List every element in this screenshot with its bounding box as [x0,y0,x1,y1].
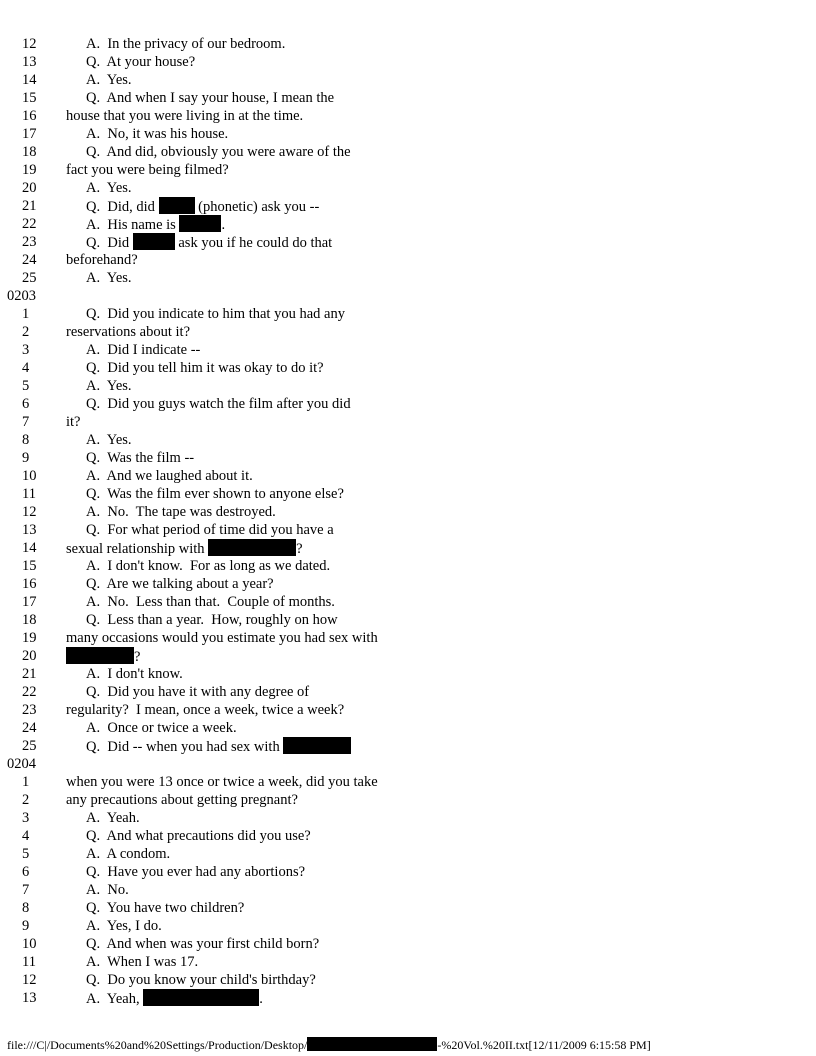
line-number: 4 [22,360,30,376]
transcript-line [0,251,816,269]
line-number: 24 [22,720,37,736]
line-text [86,665,183,683]
line-number: 22 [22,216,37,232]
transcript-line [0,629,816,647]
redaction-box [208,539,296,556]
line-number: 12 [22,972,37,988]
line-number: 23 [22,234,37,250]
line-number: 15 [22,558,37,574]
line-text-content: A. I don't know. [86,666,183,682]
line-text-content: A. Yeah, [86,991,144,1007]
line-number: 17 [22,126,37,142]
line-text [86,881,129,899]
line-number: 7 [22,414,30,430]
line-text [66,773,378,791]
line-number: 8 [22,432,30,448]
line-text [86,827,311,845]
transcript-line [0,683,816,701]
line-text-content: it? [66,414,81,430]
line-text [66,701,344,719]
transcript-line [0,575,816,593]
line-text [86,917,162,935]
line-text-content: A. Yes. [86,270,132,286]
line-text [86,971,316,989]
line-text [66,647,140,666]
line-text [66,323,190,341]
transcript-line [0,989,816,1007]
line-text-content: A. Yes. [86,180,132,196]
line-number: 12 [22,36,37,52]
line-number: 23 [22,702,37,718]
line-text-content: A. Once or twice a week. [86,720,237,736]
transcript-line [0,395,816,413]
line-text-content: A. Yeah. [86,810,140,826]
transcript-line [0,665,816,683]
line-text [86,179,132,197]
line-number: 10 [22,936,37,952]
line-text-content: fact you were being filmed? [66,162,229,178]
line-number: 13 [22,522,37,538]
line-text [86,53,195,71]
line-text [86,431,132,449]
line-number: 1 [22,306,30,322]
transcript-line [0,35,816,53]
line-number: 7 [22,882,30,898]
transcript-line [0,701,816,719]
line-text-content: Q. Did you tell him it was okay to do it? [86,360,324,376]
line-text [86,143,351,161]
line-text-after-redaction: ? [296,541,303,557]
line-text [86,683,309,701]
line-number: 2 [22,324,30,340]
transcript-line [0,791,816,809]
line-number: 3 [22,342,30,358]
line-text-after-redaction: . [259,991,263,1007]
line-number: 11 [22,954,36,970]
transcript-line [0,467,816,485]
line-number: 19 [22,162,37,178]
line-text-content: Q. You have two children? [86,900,245,916]
footer-redaction [307,1037,437,1051]
line-text-content: Q. Have you ever had any abortions? [86,864,306,880]
line-text [86,215,225,234]
line-number: 3 [22,810,30,826]
line-text-content: beforehand? [66,252,138,268]
transcript-line [0,647,816,665]
line-number: 16 [22,576,37,592]
transcript-line [0,323,816,341]
transcript-line [0,719,816,737]
line-number: 13 [22,990,37,1006]
line-number: 5 [22,846,30,862]
line-text [66,413,81,431]
line-number: 10 [22,468,37,484]
line-number: 25 [22,738,37,754]
line-number: 20 [22,648,37,664]
line-text-content: A. Yes. [86,432,132,448]
line-number: 16 [22,108,37,124]
transcript-line [0,899,816,917]
transcript-line [0,935,816,953]
line-number: 18 [22,144,37,160]
line-text [86,467,253,485]
line-text-content: many occasions would you estimate you had sex with [66,630,378,646]
line-text [86,35,285,53]
transcript-line [0,809,816,827]
line-text-content: A. When I was 17. [86,954,199,970]
line-text-content: A. Yes, I do. [86,918,162,934]
line-number: 14 [22,540,37,556]
transcript-line [0,107,816,125]
transcript-line [0,485,816,503]
redaction-box [133,233,175,250]
line-number: 21 [22,666,37,682]
transcript-line [0,539,816,557]
line-number: 19 [22,630,37,646]
line-text [86,377,132,395]
transcript-line [0,611,816,629]
line-text-content: Q. And when was your first child born? [86,936,320,952]
page-number-line [0,287,816,305]
transcript-line [0,89,816,107]
line-number: 21 [22,198,37,214]
transcript-line [0,593,816,611]
transcript-line [0,431,816,449]
line-number: 9 [22,450,30,466]
line-number: 18 [22,612,37,628]
line-text [86,503,276,521]
line-text [86,233,332,252]
transcript-line [0,521,816,539]
transcript-line [0,503,816,521]
line-text [86,197,319,216]
line-text [86,935,319,953]
line-text [86,485,344,503]
line-text-content: A. I don't know. For as long as we dated. [86,558,331,574]
line-number: 14 [22,72,37,88]
line-number: 24 [22,252,37,268]
line-text [86,953,198,971]
line-number: 6 [22,396,30,412]
line-text-content: regularity? I mean, once a week, twice a week? [66,702,345,718]
line-text [86,737,351,756]
line-text-content: Q. At your house? [86,54,196,70]
line-text [86,341,200,359]
transcript-line [0,413,816,431]
line-text [66,629,378,647]
line-text-content: Q. Was the film ever shown to anyone else? [86,486,344,502]
line-number: 9 [22,918,30,934]
line-text [86,125,228,143]
line-text-content: Q. Was the film -- [86,450,195,466]
line-text-content: A. And we laughed about it. [86,468,253,484]
line-text-content: A. No. Less than that. Couple of months. [86,594,335,610]
line-text [66,161,229,179]
transcript-line [0,269,816,287]
transcript-line [0,863,816,881]
line-number: 2 [22,792,30,808]
line-number: 8 [22,900,30,916]
line-text-content: Q. Did you have it with any degree of [86,684,310,700]
line-text [86,719,237,737]
line-number: 25 [22,270,37,286]
line-text-content: Q. And when I say your house, I mean the [86,90,335,106]
page-number: 0204 [7,756,36,772]
line-text [86,71,132,89]
transcript-line [0,827,816,845]
line-text-content: Q. For what period of time did you have a [86,522,334,538]
line-text [86,845,170,863]
line-text-content: Q. Did, did [86,199,159,215]
redaction-box [143,989,259,1006]
line-text-content: A. Yes. [86,72,132,88]
transcript-line [0,845,816,863]
line-text-content: Q. Did -- when you had sex with [86,739,284,755]
transcript-line [0,233,816,251]
line-text [86,305,345,323]
line-text [86,89,334,107]
transcript-line [0,125,816,143]
transcript-line [0,341,816,359]
line-text [66,107,303,125]
line-text [86,899,244,917]
line-text-after-redaction: ask you if he could do that [174,235,333,251]
line-text-content: A. A condom. [86,846,171,862]
line-text [86,449,194,467]
line-text [86,863,305,881]
transcript-line [0,917,816,935]
line-number: 12 [22,504,37,520]
line-number: 17 [22,594,37,610]
line-number: 22 [22,684,37,700]
line-text-after-redaction: (phonetic) ask you -- [194,199,320,215]
line-text [86,395,351,413]
line-text-content: A. No. [86,882,129,898]
line-text [86,269,132,287]
line-number: 20 [22,180,37,196]
line-text [66,251,138,269]
line-text [66,791,298,809]
line-number: 15 [22,90,37,106]
line-number: 11 [22,486,36,502]
line-text-content: Q. Did [86,235,133,251]
line-number: 4 [22,828,30,844]
footer-path-prefix: file:///C|/Documents%20and%20Settings/Production/Desktop/ [7,1038,308,1052]
page-number: 0203 [7,288,36,304]
redaction-box [283,737,351,754]
line-text-content: house that you were living in at the time. [66,108,304,124]
line-number: 13 [22,54,37,70]
transcript-line [0,215,816,233]
footer-path-suffix: -%20Vol.%20II.txt[12/11/2009 6:15:58 PM] [437,1038,651,1052]
line-text [86,521,334,539]
transcript-line [0,161,816,179]
transcript-line [0,197,816,215]
line-text-content: Q. Less than a year. How, roughly on how [86,612,338,628]
transcript-line [0,737,816,755]
transcript-line [0,557,816,575]
line-text [86,575,274,593]
line-text-content: any precautions about getting pregnant? [66,792,298,808]
page-number-line [0,755,816,773]
redaction-box [66,647,134,664]
line-text-content: Q. Did you indicate to him that you had any [86,306,345,322]
line-number: 5 [22,378,30,394]
transcript-line [0,773,816,791]
line-text-content: sexual relationship with [66,541,209,557]
line-text-content: A. His name is [86,217,180,233]
transcript-line [0,449,816,467]
line-text [86,359,324,377]
transcript-line [0,971,816,989]
line-number: 1 [22,774,30,790]
transcript-line [0,359,816,377]
transcript-line [0,377,816,395]
file-path-footer [7,1037,651,1053]
line-text-after-redaction: ? [134,649,141,665]
redaction-box [179,215,221,232]
transcript-line [0,953,816,971]
line-text-content: when you were 13 once or twice a week, did you take [66,774,378,790]
line-text-content: Q. Did you guys watch the film after you did [86,396,351,412]
line-text-content: reservations about it? [66,324,191,340]
line-text [86,989,263,1008]
transcript-line [0,305,816,323]
transcript-line [0,53,816,71]
line-text-content: A. In the privacy of our bedroom. [86,36,286,52]
line-text-content: A. Did I indicate -- [86,342,201,358]
line-text-content: Q. Do you know your child's birthday? [86,972,316,988]
transcript-line [0,71,816,89]
transcript-line [0,881,816,899]
line-text-after-redaction: . [221,217,226,233]
line-text [66,539,303,558]
line-number: 6 [22,864,30,880]
line-text [86,611,338,629]
redaction-box [159,197,195,214]
line-text [86,593,335,611]
line-text-content: A. No. The tape was destroyed. [86,504,276,520]
transcript-body [0,35,816,1007]
line-text-content: Q. And did, obviously you were aware of the [86,144,351,160]
line-text-content: A. Yes. [86,378,132,394]
line-text [86,557,330,575]
line-text [86,809,140,827]
line-text-content: Q. Are we talking about a year? [86,576,274,592]
line-text-content: A. No, it was his house. [86,126,229,142]
transcript-line [0,143,816,161]
transcript-line [0,179,816,197]
line-text-content: Q. And what precautions did you use? [86,828,311,844]
